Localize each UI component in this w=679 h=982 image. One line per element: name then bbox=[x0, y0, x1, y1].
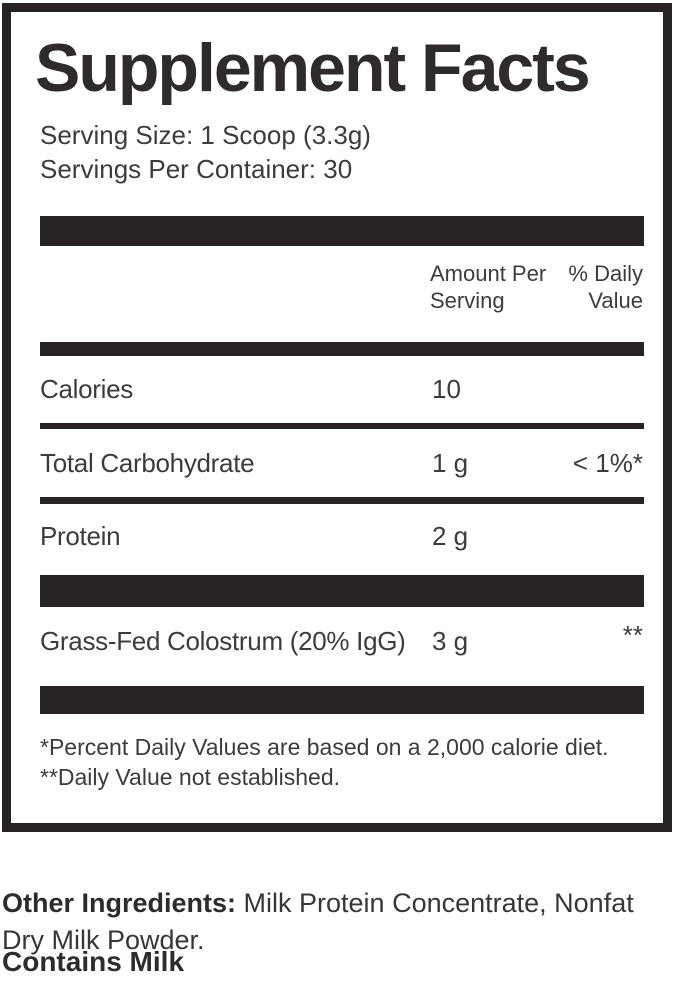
table-row-calories bbox=[11, 374, 663, 414]
footnote-dv-not-established: **Daily Value not established. bbox=[40, 764, 341, 790]
separator-bar-thick-middle bbox=[40, 575, 644, 607]
separator-rule-thin bbox=[40, 423, 644, 429]
servings-per-container: Servings Per Container: 30 bbox=[40, 154, 353, 184]
nutrient-amount: 1 g bbox=[432, 448, 469, 478]
nutrient-amount: 10 bbox=[432, 374, 461, 404]
panel-title: Supplement Facts bbox=[35, 30, 589, 106]
footnote-percent-daily-value: *Percent Daily Values are based on a 2,000 calorie diet. bbox=[40, 734, 609, 760]
nutrient-name: Protein bbox=[40, 521, 121, 551]
nutrient-name: Calories bbox=[40, 374, 133, 404]
table-row-protein bbox=[11, 521, 663, 561]
daily-value-header: % Daily Value bbox=[568, 261, 643, 313]
allergen-statement: Contains Milk bbox=[2, 946, 185, 977]
other-ingredients-label: Other Ingredients: bbox=[2, 888, 237, 918]
table-row-colostrum bbox=[11, 620, 663, 666]
separator-bar-thick-bottom bbox=[40, 686, 644, 714]
amount-per-serving-header: Amount Per Serving bbox=[430, 261, 547, 313]
footnotes bbox=[40, 732, 609, 792]
nutrient-name: Total Carbohydrate bbox=[40, 448, 255, 478]
other-ingredients-text: Milk Protein Concentrate, Nonfat Dry Milk Powder. bbox=[2, 888, 634, 955]
nutrient-amount: 3 g bbox=[432, 626, 469, 656]
nutrient-daily-value: < 1%* bbox=[572, 448, 643, 478]
nutrient-daily-value: ** bbox=[622, 620, 643, 650]
nutrient-name: Grass-Fed Colostrum (20% IgG) bbox=[40, 626, 406, 656]
column-headers bbox=[11, 260, 663, 332]
serving-info bbox=[40, 118, 371, 186]
separator-bar-medium bbox=[40, 342, 644, 356]
separator-rule-thin bbox=[40, 497, 644, 504]
supplement-facts-content bbox=[11, 12, 663, 823]
serving-size: Serving Size: 1 Scoop (3.3g) bbox=[40, 120, 371, 150]
nutrient-amount: 2 g bbox=[432, 521, 469, 551]
supplement-facts-panel bbox=[2, 3, 672, 832]
table-row-total-carbohydrate bbox=[11, 448, 663, 488]
separator-bar-thick-top bbox=[40, 216, 644, 246]
